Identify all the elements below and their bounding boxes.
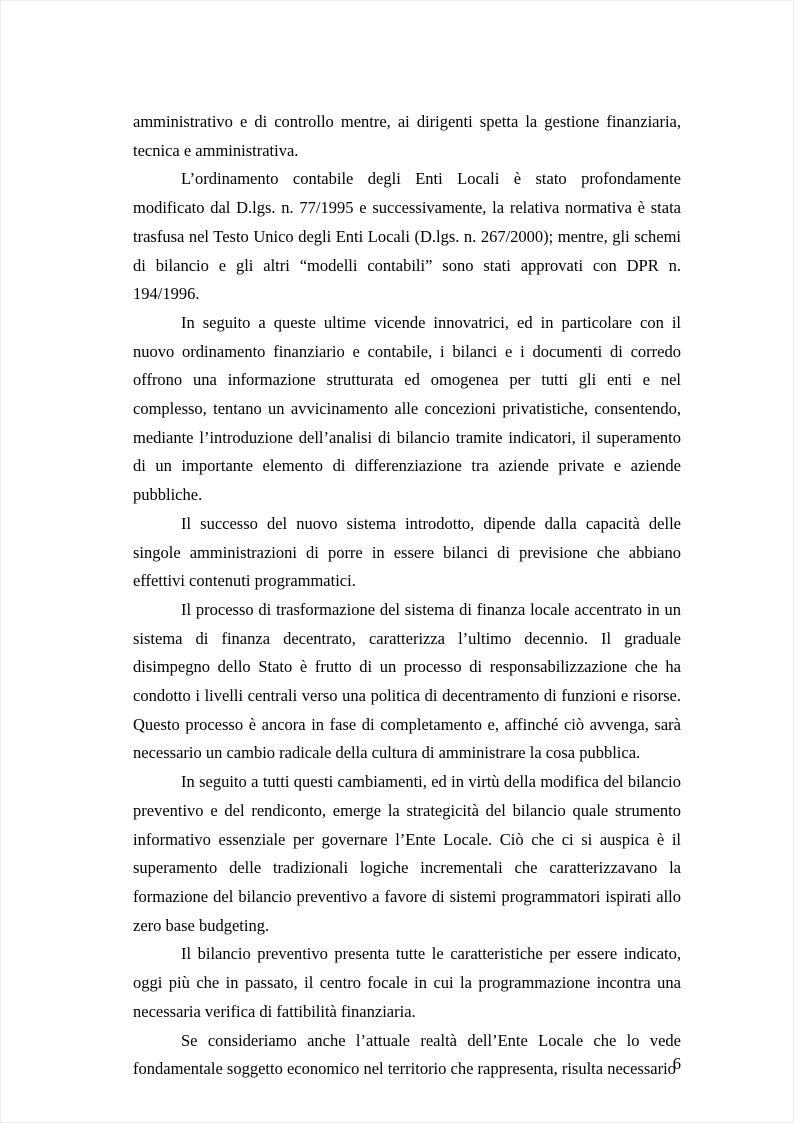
paragraph: Il bilancio preventivo presenta tutte le caratteristiche per essere indicato, oggi più che in passato, il centro focale in cui la programmazione incontra una necessaria verifica di fattibilità finanziaria.	[133, 944, 681, 1021]
page-number: 6	[672, 1054, 681, 1073]
paragraph: L’ordinamento contabile degli Enti Locali è stato profondamente modificato dal D.lgs. n. 77/1995 e successivamente, la relativa normativa è stata trasfusa nel Testo Unico degli Enti Locali (D.lgs. n. 267/2000); mentre, gli schemi di bilancio e gli altri “modelli contabili” sono stati approvati con DPR n. 194/1996.	[133, 169, 681, 304]
paragraph: amministrativo e di controllo mentre, ai dirigenti spetta la gestione finanziaria, tecnica e amministrativa.	[133, 112, 681, 160]
paragraph: Il processo di trasformazione del sistema di finanza locale accentrato in un sistema di finanza decentrato, caratterizza l’ultimo decennio. Il graduale disimpegno dello Stato è frutto di un processo di responsabilizzazione che ha condotto i livelli centrali verso una politica di decentramento di funzioni e risorse. Questo processo è ancora in fase di completamento e, affinché ciò avvenga, sarà necessario un cambio radicale della cultura di amministrare la cosa pubblica.	[133, 599, 681, 763]
paragraph: Se consideriamo anche l’attuale realtà dell’Ente Locale che lo vede fondamentale soggetto economico nel territorio che rappresenta, risulta necessario	[133, 1030, 681, 1079]
paragraph: Il successo del nuovo sistema introdotto, dipende dalla capacità delle singole amministrazioni di porre in essere bilanci di previsione che abbiano effettivi contenuti programmatici.	[133, 513, 681, 591]
page-body	[133, 108, 681, 1084]
paragraph: In seguito a tutti questi cambiamenti, ed in virtù della modifica del bilancio preventivo e del rendiconto, emerge la strategicità del bilancio quale strumento informativo essenziale per governare l’Ente Locale. Ciò che ci si auspica è il superamento delle tradizionali logiche incrementali che caratterizzavano la formazione del bilancio preventivo a favore di sistemi programmatori ispirati allo zero base budgeting.	[133, 772, 681, 935]
paragraph: In seguito a queste ultime vicende innovatrici, ed in particolare con il nuovo ordinamento finanziario e contabile, i bilanci e i documenti di corredo offrono una informazione strutturata ed omogenea per tutti gli enti e nel complesso, tentano un avvicinamento alle concezioni privatistiche, consentendo, mediante l’introduzione dell’analisi di bilancio tramite indicatori, il superamento di un importante elemento di differenziazione tra aziende private e aziende pubbliche.	[133, 312, 681, 505]
